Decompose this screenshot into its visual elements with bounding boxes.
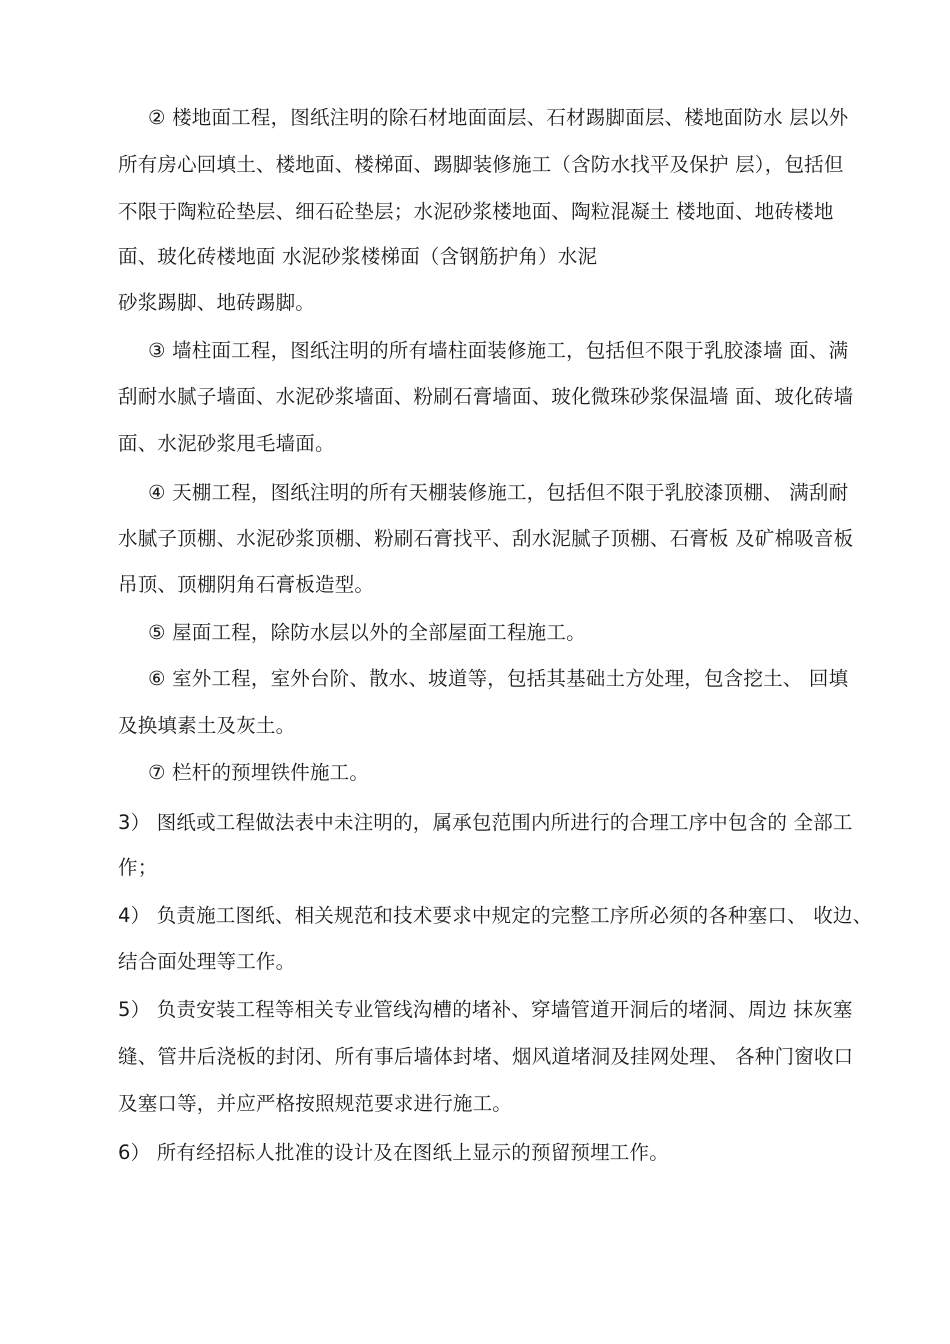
paragraph-line: 缝、管井后浇板的封闭、所有事后墙体封堵、烟风道堵洞及挂网处理、 各种门窗收口 <box>118 1045 854 1068</box>
paragraph-line: 所有房心回填土、楼地面、楼梯面、踢脚装修施工（含防水找平及保护 层），包括但 <box>118 153 844 176</box>
paragraph-line: ⑦ 栏杆的预埋铁件施工。 <box>148 761 370 784</box>
paragraph-line: 面、玻化砖楼地面 水泥砂浆楼梯面（含钢筋护角）水泥 <box>118 245 598 268</box>
paragraph-line: ③ 墙柱面工程，图纸注明的所有墙柱面装修施工，包括但不限于乳胶漆墙 面、满 <box>148 339 849 362</box>
paragraph-line: 面、水泥砂浆甩毛墙面。 <box>118 432 335 455</box>
paragraph-line: 结合面处理等工作。 <box>118 950 296 973</box>
paragraph-line: ④ 天棚工程，图纸注明的所有天棚装修施工，包括但不限于乳胶漆顶棚、 满刮耐 <box>148 481 849 504</box>
paragraph-line: 及塞口等，并应严格按照规范要求进行施工。 <box>118 1092 513 1115</box>
paragraph-line: 刮耐水腻子墙面、水泥砂浆墙面、粉刷石膏墙面、玻化微珠砂浆保温墙 面、玻化砖墙 <box>118 385 854 408</box>
paragraph-line: 砂浆踢脚、地砖踢脚。 <box>118 291 316 314</box>
paragraph-line: 及换填素土及灰土。 <box>118 714 296 737</box>
paragraph-line: 吊顶、顶棚阴角石膏板造型。 <box>118 573 375 596</box>
paragraph-line: 4） 负责施工图纸、相关规范和技术要求中规定的完整工序所必须的各种塞口、 收边、 <box>118 904 873 927</box>
paragraph-line: 水腻子顶棚、水泥砂浆顶棚、粉刷石膏找平、刮水泥腻子顶棚、石膏板 及矿棉吸音板 <box>118 527 854 550</box>
paragraph-line: 5） 负责安装工程等相关专业管线沟槽的堵补、穿墙管道开洞后的堵洞、周边 抹灰塞 <box>118 998 853 1021</box>
paragraph-line: ⑥ 室外工程，室外台阶、散水、坡道等，包括其基础土方处理，包含挖土、 回填 <box>148 667 849 690</box>
paragraph-line: ⑤ 屋面工程，除防水层以外的全部屋面工程施工。 <box>148 621 586 644</box>
paragraph-line: ② 楼地面工程，图纸注明的除石材地面面层、石材踢脚面层、楼地面防水 层以外 <box>148 106 849 129</box>
paragraph-line: 6） 所有经招标人批准的设计及在图纸上显示的预留预埋工作。 <box>118 1141 669 1164</box>
paragraph-line: 作； <box>118 856 158 879</box>
paragraph-line: 3） 图纸或工程做法表中未注明的，属承包范围内所进行的合理工序中包含的 全部工 <box>118 811 853 834</box>
paragraph-line: 不限于陶粒砼垫层、细石砼垫层；水泥砂浆楼地面、陶粒混凝土 楼地面、地砖楼地 <box>118 200 834 223</box>
